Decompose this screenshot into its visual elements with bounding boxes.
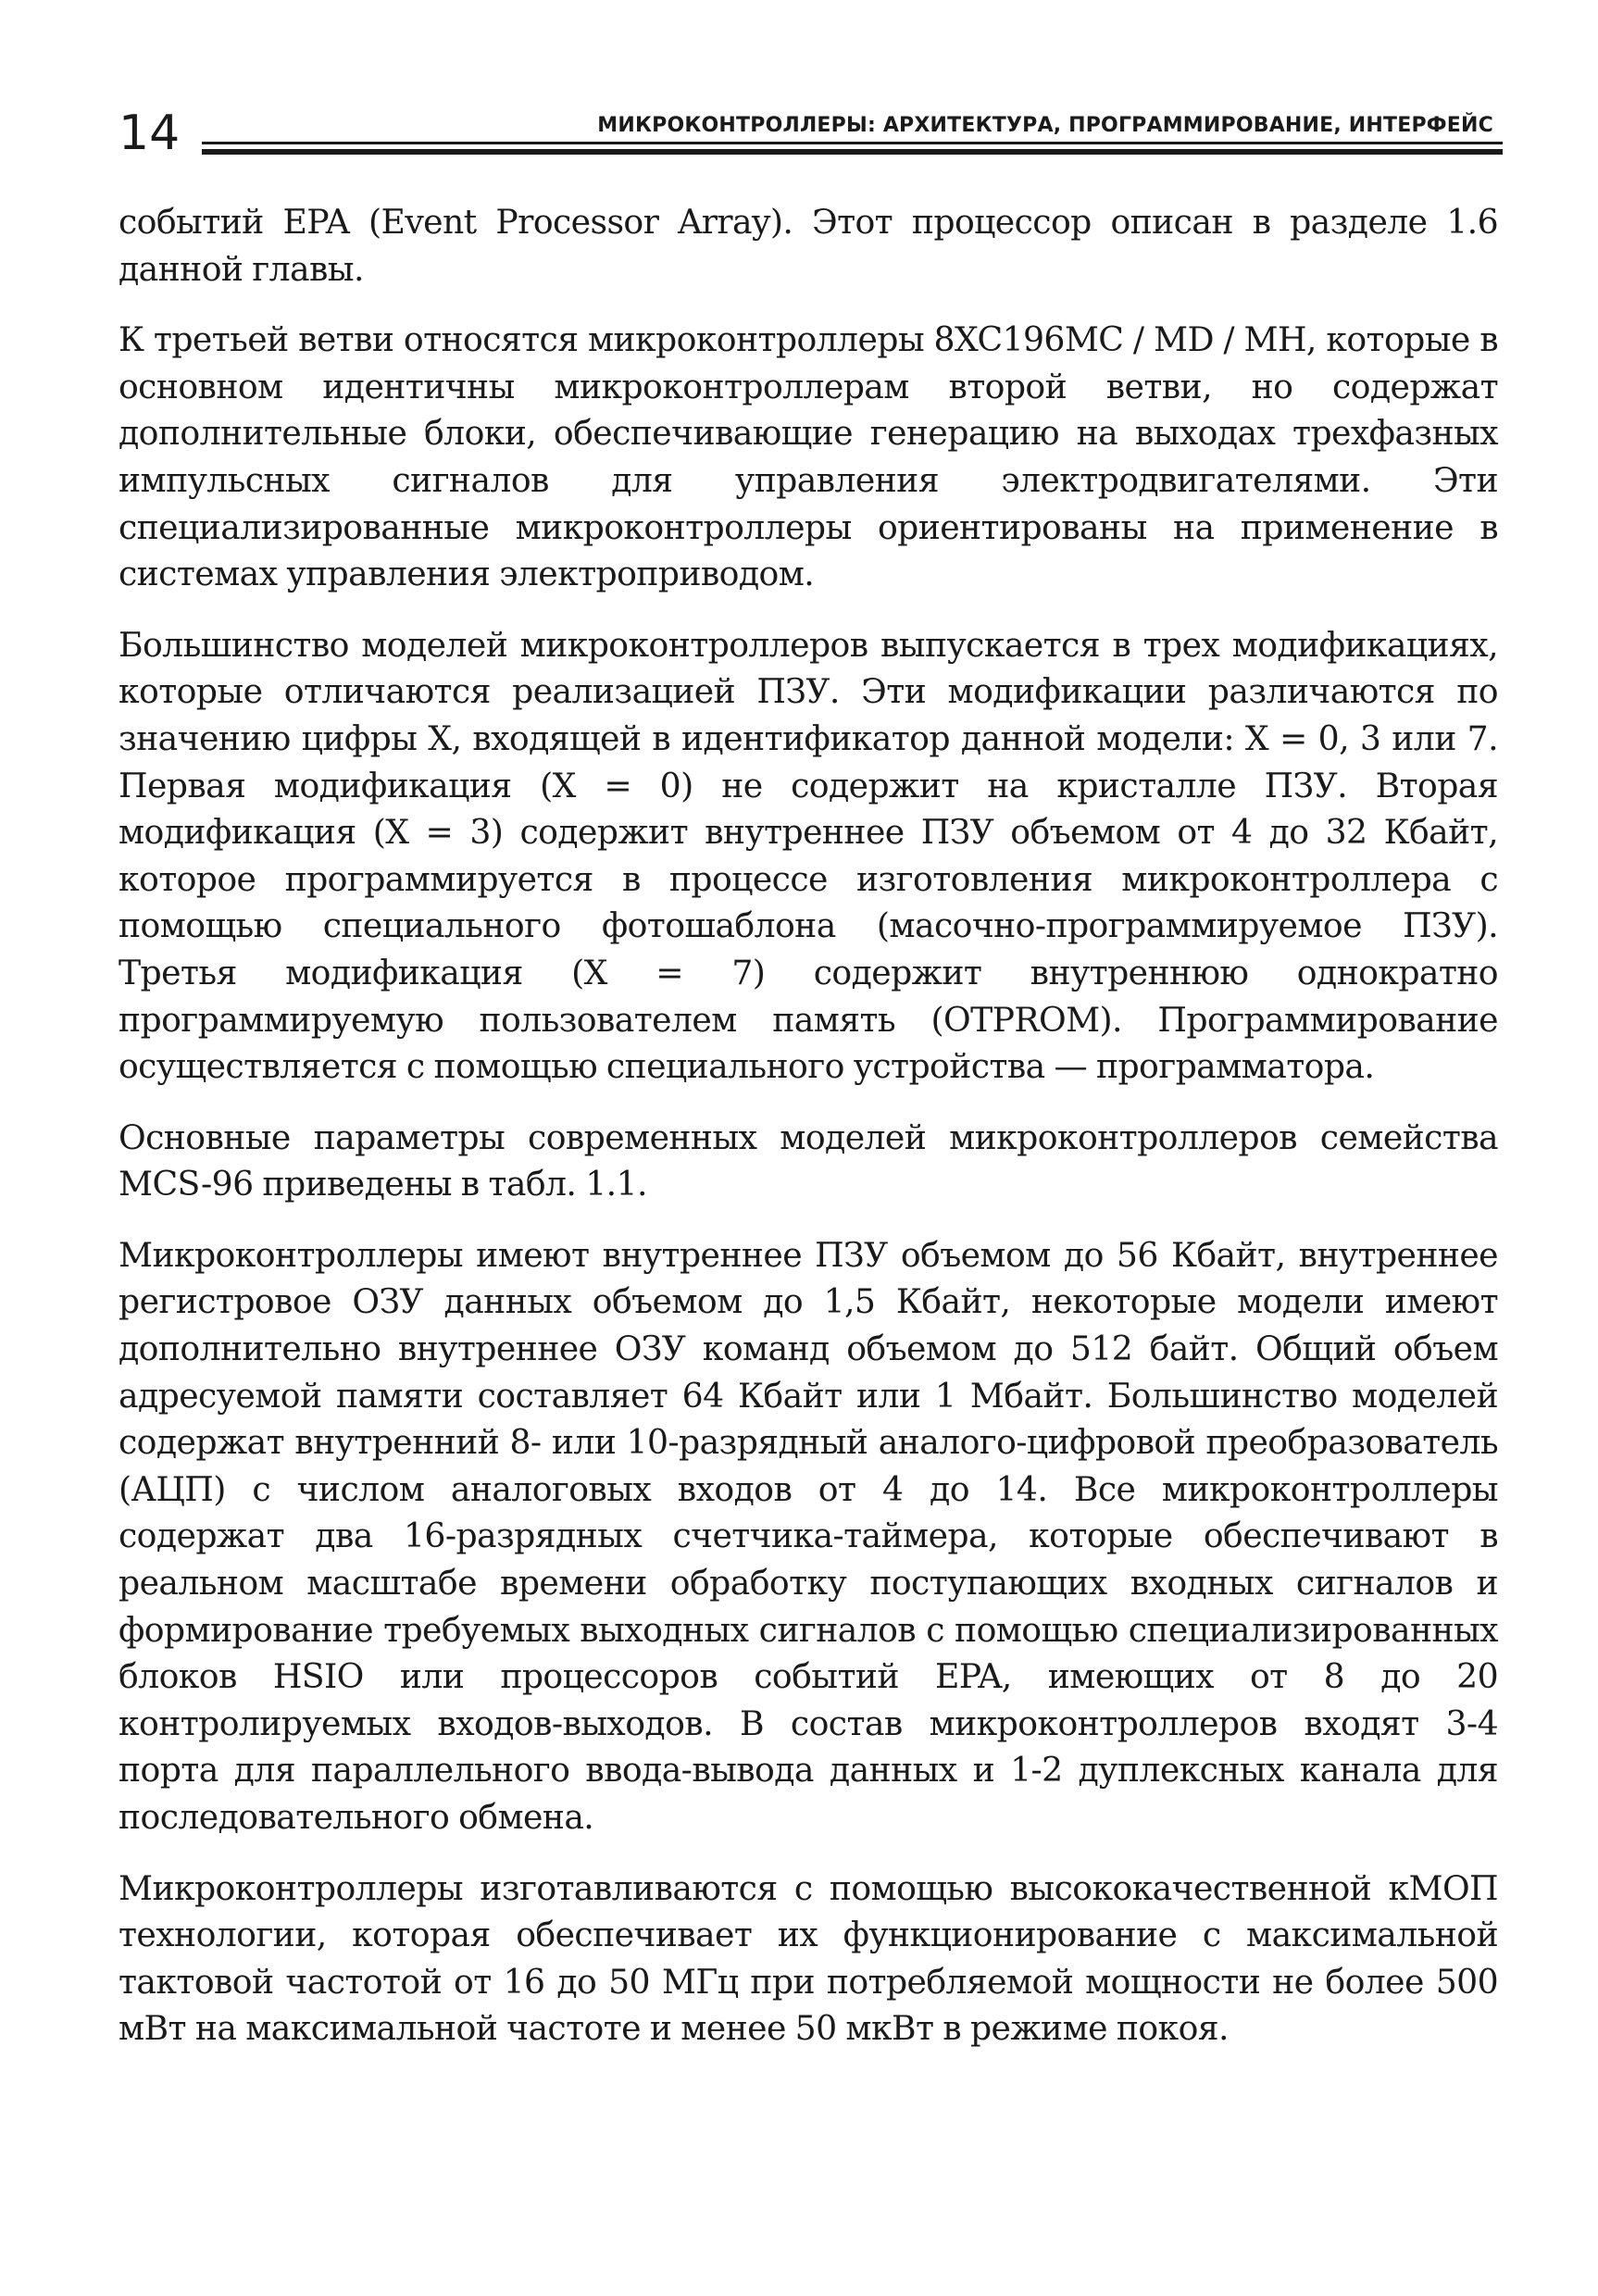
page-body: [119, 199, 1498, 2077]
paragraph-memory-features: Микроконтроллеры имеют внутреннее ПЗУ объемом до 56 Кбайт, внутреннее регистровое ОЗУ данных объемом до 1,5 Кбайт, некоторые модели имеют дополнительно внутреннее ОЗУ команд объемом до 512 байт. Общий объем адресуемой памяти составляет 64 Кбайт или 1 Мбайт. Большинство моделей содержат внутренний 8- или 10-разрядный аналого-цифровой преобразователь (АЦП) с числом аналоговых входов от 4 до 14. Все микроконтроллеры содержат два 16-разрядных счетчика-таймера, которые обеспечивают в реальном масштабе времени обработку поступающих входных сигналов и формирование требуемых выходных сигналов с помощью специализированных блоков HSIO или процессоров событий EPA, имеющих от 8 до 20 контролируемых входов-выходов. В состав микроконтроллеров входят 3-4 порта для параллельного ввода-вывода данных и 1-2 дуплексных канала для последовательного обмена.: [119, 1234, 1498, 1837]
header-rule: [202, 142, 1503, 144]
paragraph-modifications: Большинство моделей микроконтроллеров выпускается в трех модификациях, которые отличаются реализацией ПЗУ. Эти модификации различаются по значению цифры X, входящей в идентификатор данной модели: X = 0, 3 или 7. Первая модификация (X = 0) не содержит на кристалле ПЗУ. Вторая модификация (X = 3) содержит внутреннее ПЗУ объемом от 4 до 32 Кбайт, которое программируется в процессе изготовления микроконтроллера с помощью специального фотошаблона (масочно-программируемое ПЗУ). Третья модификация (X = 7) содержит внутреннюю однократно программируемую пользователем память (OTPROM). Программирование осуществляется с помощью специального устройства — программатора.: [119, 624, 1498, 1087]
paragraph-technology: Микроконтроллеры изготавливаются с помощью высококачественной кМОП технологии, которая обеспечивает их функционирование с максимальной тактовой частотой от 16 до 50 МГц при потребляемой мощности не более 500 мВт на максимальной частоте и менее 50 мкВт в режиме покоя.: [119, 1867, 1498, 2049]
running-title: МИКРОКОНТРОЛЛЕРЫ: АРХИТЕКТУРА, ПРОГРАММИРОВАНИЕ, ИНТЕРФЕЙС: [597, 114, 1493, 137]
paragraph-third-branch: К третьей ветви относятся микроконтроллеры 8XC196MC / MD / MH, которые в основном идентичны микроконтроллерам второй ветви, но содержат дополнительные блоки, обеспечивающие генерацию на выходах трехфазных импульсных сигналов для управления электродвигателями. Эти специализированные микроконтроллеры ориентированы на применение в системах управления электроприводом.: [119, 319, 1498, 594]
page-header: [119, 100, 1503, 165]
paragraph-table-reference: Основные параметры современных моделей микроконтроллеров семейства MCS-96 приведены в табл. 1.1.: [119, 1117, 1498, 1204]
paragraph-epa: событий EPA (Event Processor Array). Этот процессор описан в разделе 1.6 данной главы.: [119, 202, 1498, 289]
page-number: 14: [119, 106, 181, 161]
header-rule-thick: [202, 149, 1503, 155]
